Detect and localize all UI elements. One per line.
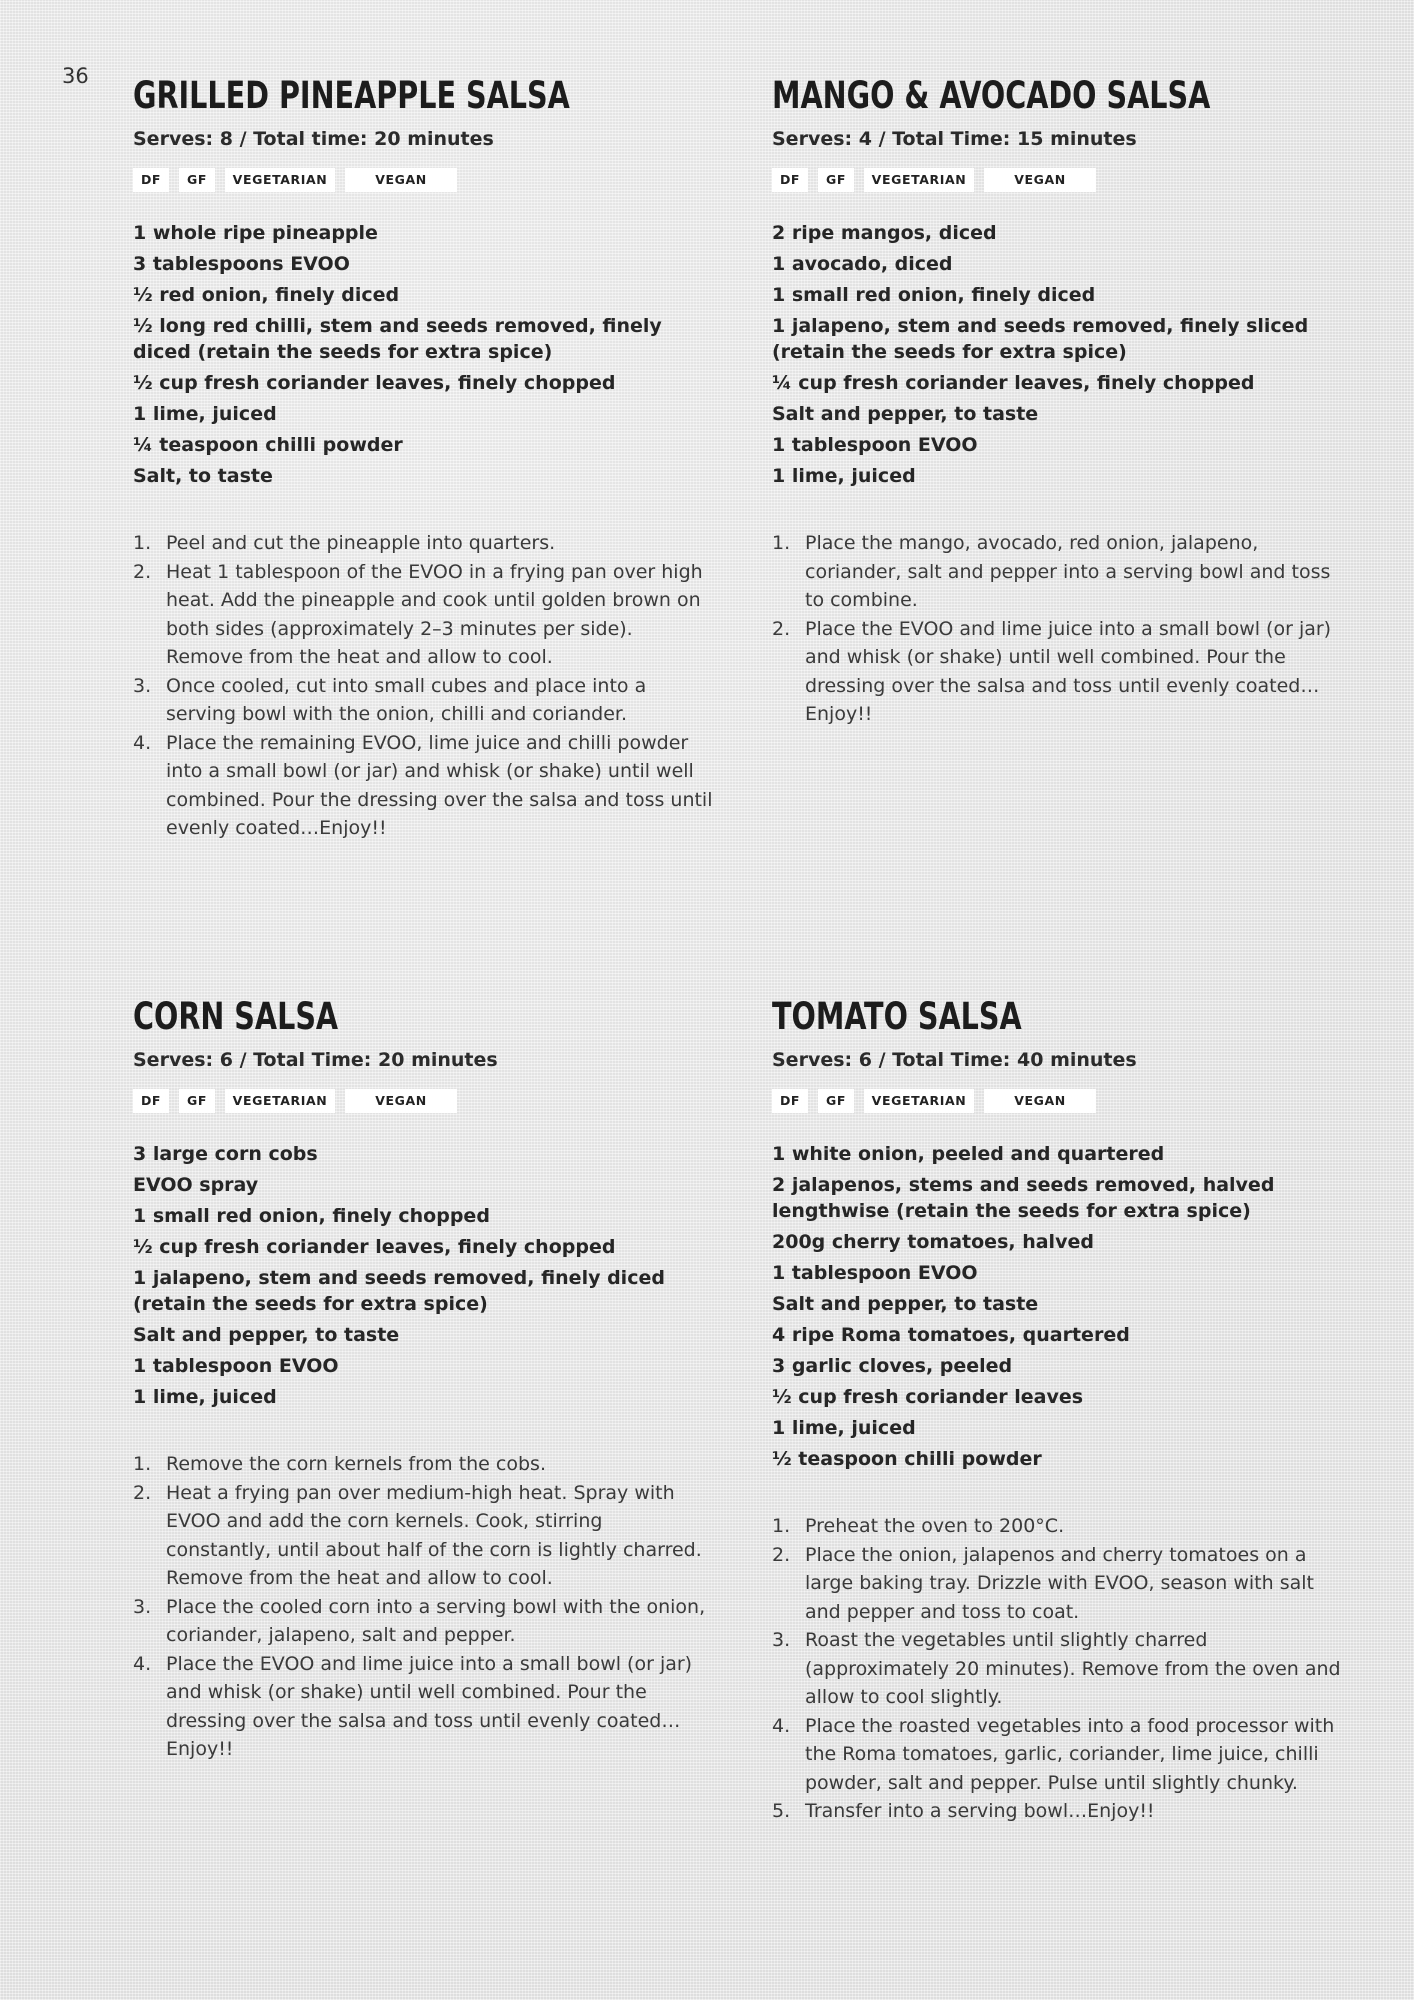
- step-number: 4.: [133, 731, 152, 754]
- dietary-tags: [133, 1089, 713, 1113]
- step-text: Roast the vegetables until slightly charred (approximately 20 minutes). Remove from the oven and allow to cool slightly.: [805, 1629, 1341, 1708]
- method-step: [772, 615, 1352, 729]
- ingredient-item: 4 ripe Roma tomatoes, quartered: [772, 1324, 1130, 1346]
- recipe-corn-salsa: [133, 995, 713, 1764]
- ingredient-item: ½ cup fresh coriander leaves, finely chopped: [133, 1236, 616, 1258]
- step-text: Place the remaining EVOO, lime juice and chilli powder into a small bowl (or jar) and whisk (or shake) until well combined. Pour the dressing over the salsa and toss until evenly coated…Enjoy!!: [166, 731, 713, 839]
- tag-df: DF: [772, 168, 808, 192]
- ingredient-item: 1 tablespoon EVOO: [772, 1262, 978, 1284]
- ingredient-item: ½ red onion, finely diced: [133, 284, 400, 306]
- page-number: 36: [62, 64, 89, 88]
- step-number: 2.: [772, 1543, 791, 1566]
- tag-vegetarian: VEGETARIAN: [225, 168, 335, 192]
- ingredient-item: ½ cup fresh coriander leaves: [772, 1386, 1084, 1408]
- method-steps: [133, 529, 713, 843]
- step-text: Place the EVOO and lime juice into a small bowl (or jar) and whisk (or shake) until well combined. Pour the dressing over the salsa and toss until evenly coated… Enjoy!!: [166, 1652, 693, 1760]
- dietary-tags: [133, 168, 713, 192]
- tag-vegan: VEGAN: [345, 168, 457, 192]
- method-step: [133, 558, 713, 672]
- method-step: [772, 1626, 1352, 1712]
- method-steps: [133, 1450, 713, 1764]
- recipe-title: CORN SALSA: [133, 995, 339, 1038]
- tag-df: DF: [133, 1089, 169, 1113]
- method-step: [133, 1479, 713, 1593]
- ingredient-item: 1 lime, juiced: [772, 465, 916, 487]
- ingredient-item: ½ cup fresh coriander leaves, finely chopped: [133, 372, 616, 394]
- ingredient-item: ¼ cup fresh coriander leaves, finely chopped: [772, 372, 1255, 394]
- ingredient-item: 1 tablespoon EVOO: [772, 434, 978, 456]
- ingredient-item: 1 white onion, peeled and quartered: [772, 1143, 1165, 1165]
- ingredient-item: Salt and pepper, to taste: [133, 1324, 400, 1346]
- ingredient-item: 1 jalapeno, stem and seeds removed, finely sliced (retain the seeds for extra spice): [772, 315, 1309, 363]
- tag-df: DF: [133, 168, 169, 192]
- method-step: [133, 672, 713, 729]
- tag-gf: GF: [818, 168, 854, 192]
- step-text: Place the EVOO and lime juice into a small bowl (or jar) and whisk (or shake) until well combined. Pour the dressing over the salsa and toss until evenly coated… Enjoy!!: [805, 617, 1332, 725]
- recipe-title: TOMATO SALSA: [772, 995, 1022, 1038]
- ingredient-item: 1 lime, juiced: [133, 1386, 277, 1408]
- tag-vegetarian: VEGETARIAN: [864, 168, 974, 192]
- method-step: [772, 1541, 1352, 1627]
- method-step: [133, 729, 713, 843]
- step-text: Place the mango, avocado, red onion, jalapeno, coriander, salt and pepper into a serving bowl and toss to combine.: [805, 532, 1331, 611]
- step-text: Place the roasted vegetables into a food processor with the Roma tomatoes, garlic, coriander, lime juice, chilli powder, salt and pepper. Pulse until slightly chunky.: [805, 1714, 1335, 1794]
- ingredient-item: 3 large corn cobs: [133, 1143, 318, 1165]
- ingredient-item: 1 lime, juiced: [772, 1417, 916, 1439]
- step-number: 1.: [133, 532, 152, 554]
- method-step: [772, 529, 1352, 615]
- ingredient-item: 3 garlic cloves, peeled: [772, 1355, 1013, 1377]
- ingredient-item: Salt and pepper, to taste: [772, 1293, 1039, 1315]
- ingredient-item: ½ long red chilli, stem and seeds removed, finely diced (retain the seeds for extra spice): [133, 315, 662, 363]
- recipe-serves-time: Serves: 4 / Total Time: 15 minutes: [772, 128, 1137, 150]
- step-text: Remove the corn kernels from the cobs.: [166, 1453, 546, 1475]
- recipe-title: GRILLED PINEAPPLE SALSA: [133, 74, 570, 117]
- step-number: 2.: [133, 560, 152, 583]
- ingredient-item: 1 lime, juiced: [133, 403, 277, 425]
- recipe-serves-time: Serves: 6 / Total Time: 20 minutes: [133, 1049, 498, 1071]
- method-steps: [772, 1512, 1352, 1826]
- method-step: [772, 1512, 1352, 1541]
- step-text: Once cooled, cut into small cubes and place into a serving bowl with the onion, chilli and coriander.: [166, 674, 647, 725]
- method-step: [133, 1650, 713, 1764]
- ingredient-item: 3 tablespoons EVOO: [133, 253, 350, 275]
- ingredient-item: EVOO spray: [133, 1174, 259, 1196]
- step-text: Peel and cut the pineapple into quarters.: [166, 532, 556, 554]
- ingredients-list: [772, 220, 1352, 489]
- ingredient-item: 2 ripe mangos, diced: [772, 222, 997, 244]
- tag-gf: GF: [179, 168, 215, 192]
- method-step: [772, 1797, 1352, 1826]
- recipe-serves-time: Serves: 8 / Total time: 20 minutes: [133, 128, 494, 150]
- ingredient-item: ¼ teaspoon chilli powder: [133, 434, 403, 456]
- ingredient-item: 1 small red onion, finely chopped: [133, 1205, 490, 1227]
- method-step: [133, 529, 713, 558]
- ingredient-item: 1 jalapeno, stem and seeds removed, finely diced (retain the seeds for extra spice): [133, 1267, 665, 1315]
- recipe-title: MANGO & AVOCADO SALSA: [772, 74, 1211, 117]
- step-number: 1.: [772, 1515, 791, 1537]
- ingredient-item: 200g cherry tomatoes, halved: [772, 1231, 1094, 1253]
- dietary-tags: [772, 1089, 1352, 1113]
- step-text: Place the onion, jalapenos and cherry tomatoes on a large baking tray. Drizzle with EVOO, season with salt and pepper and toss to coat.: [805, 1543, 1314, 1623]
- method-step: [772, 1712, 1352, 1798]
- step-number: 3.: [133, 674, 152, 697]
- ingredients-list: [772, 1141, 1352, 1472]
- step-number: 4.: [133, 1652, 152, 1675]
- step-text: Place the cooled corn into a serving bowl with the onion, coriander, jalapeno, salt and pepper.: [166, 1595, 706, 1646]
- tag-vegetarian: VEGETARIAN: [864, 1089, 974, 1113]
- step-number: 3.: [133, 1595, 152, 1618]
- tag-vegetarian: VEGETARIAN: [225, 1089, 335, 1113]
- ingredient-item: ½ teaspoon chilli powder: [772, 1448, 1042, 1470]
- tag-vegan: VEGAN: [345, 1089, 457, 1113]
- ingredient-item: Salt, to taste: [133, 465, 273, 487]
- method-step: [133, 1593, 713, 1650]
- ingredient-item: 2 jalapenos, stems and seeds removed, halved lengthwise (retain the seeds for extra spice): [772, 1174, 1275, 1222]
- recipe-tomato-salsa: [772, 995, 1352, 1826]
- recipe-mango-avocado-salsa: [772, 74, 1352, 729]
- step-number: 3.: [772, 1629, 791, 1651]
- tag-gf: GF: [818, 1089, 854, 1113]
- tag-vegan: VEGAN: [984, 168, 1096, 192]
- step-number: 1.: [772, 532, 791, 554]
- tag-vegan: VEGAN: [984, 1089, 1096, 1113]
- method-step: [133, 1450, 713, 1479]
- ingredient-item: Salt and pepper, to taste: [772, 403, 1039, 425]
- ingredient-item: 1 tablespoon EVOO: [133, 1355, 339, 1377]
- step-text: Heat a frying pan over medium-high heat. Spray with EVOO and add the corn kernels. Cook, stirring constantly, until about half of the corn is lightly charred. Remove from the heat and allow to cool.: [166, 1481, 702, 1589]
- step-number: 5.: [772, 1800, 791, 1822]
- ingredients-list: [133, 1141, 713, 1410]
- recipe-grilled-pineapple-salsa: [133, 74, 713, 843]
- step-text: Preheat the oven to 200°C.: [805, 1515, 1065, 1537]
- step-number: 2.: [133, 1481, 152, 1504]
- step-text: Heat 1 tablespoon of the EVOO in a frying pan over high heat. Add the pineapple and cook until golden brown on both sides (approximately 2–3 minutes per side). Remove from the heat and allow to cool.: [166, 560, 703, 668]
- step-text: Transfer into a serving bowl…Enjoy!!: [805, 1800, 1155, 1822]
- ingredients-list: [133, 220, 713, 489]
- tag-gf: GF: [179, 1089, 215, 1113]
- tag-df: DF: [772, 1089, 808, 1113]
- method-steps: [772, 529, 1352, 729]
- step-number: 1.: [133, 1453, 152, 1475]
- recipe-serves-time: Serves: 6 / Total Time: 40 minutes: [772, 1049, 1137, 1071]
- ingredient-item: 1 avocado, diced: [772, 253, 953, 275]
- dietary-tags: [772, 168, 1352, 192]
- step-number: 2.: [772, 617, 791, 640]
- ingredient-item: 1 whole ripe pineapple: [133, 222, 378, 244]
- ingredient-item: 1 small red onion, finely diced: [772, 284, 1096, 306]
- step-number: 4.: [772, 1714, 791, 1737]
